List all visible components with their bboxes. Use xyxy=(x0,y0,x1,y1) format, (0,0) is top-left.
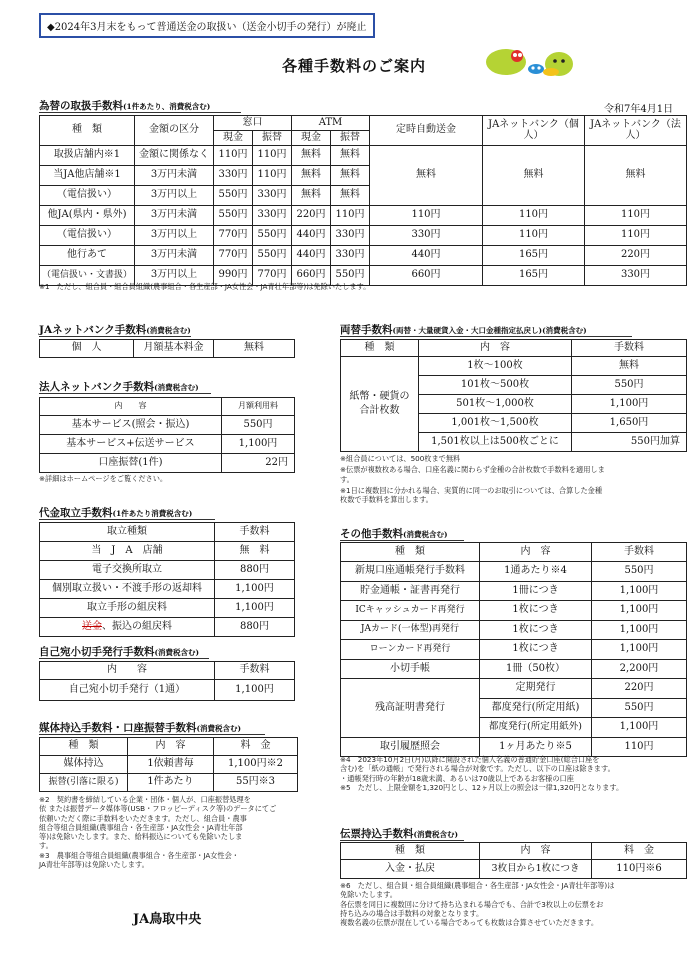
table-cell: 1,100円 xyxy=(222,435,295,454)
note-line: す。 xyxy=(39,841,53,851)
table-cell: 1枚～100枚 xyxy=(419,357,572,376)
table-cell: 550円 xyxy=(253,246,292,266)
table-cell: 110円 xyxy=(253,146,292,166)
kawase-header-atm-cash: 現金 xyxy=(292,131,331,146)
table-cell: 無料 xyxy=(572,357,687,376)
table-cell: 1枚につき xyxy=(480,620,592,640)
mascot-yellow-shape xyxy=(543,68,559,76)
note-line: 各伝票を同日に複数回に分けて持ち込まれる場合でも、合計で3枚以上の伝票をお xyxy=(340,899,604,909)
table-row xyxy=(341,640,687,660)
table-cell: 1,100円 xyxy=(592,640,687,660)
corp-header-content: 内 容 xyxy=(40,398,222,416)
table-cell: 770円 xyxy=(214,226,253,246)
mascot-logo xyxy=(484,40,580,80)
table-cell: 1,100円 xyxy=(592,620,687,640)
table-row xyxy=(341,679,687,699)
table-cell: JAカード(一体型)再発行 xyxy=(341,620,480,640)
table-cell: （電信扱い・文書扱） xyxy=(40,266,135,286)
table-cell: 550円加算 xyxy=(572,433,687,452)
table-cell: 330円 xyxy=(331,226,370,246)
table-cell: 660円 xyxy=(292,266,331,286)
note-line: 依頼いただく際に手数料をいただきます。ただし、組合員・農事 xyxy=(39,813,247,823)
kawase-free-jab-corp: 無料 xyxy=(585,146,687,206)
table-cell: 貯金通帳・証書再発行 xyxy=(341,581,480,601)
corp-header-fee: 月額利用料 xyxy=(222,398,295,416)
table-row xyxy=(40,580,295,599)
table-cell: ローンカード再発行 xyxy=(341,640,480,660)
jiko-header-fee: 手数料 xyxy=(215,662,295,680)
table-cell: 1依頼書毎 xyxy=(128,756,214,774)
note-line: ※2 契約書を締結している企業・団体・個人が、口座振替処理を xyxy=(39,795,251,804)
table-row xyxy=(341,860,687,879)
table-cell: （電信扱い） xyxy=(40,186,135,206)
table-row xyxy=(341,601,687,621)
table-cell: 無料 xyxy=(331,166,370,186)
note-line: ※6 ただし、組合員・組合員組織(農事組合・各生産部・JA女性会・JA青壮年部等)は xyxy=(340,881,615,890)
table-cell: 他行あて xyxy=(40,246,135,266)
table-cell: （電信扱い） xyxy=(40,226,135,246)
table-cell: 110円 xyxy=(592,737,687,757)
table-cell: 基本サービス(照会・振込) xyxy=(40,416,222,435)
kawase-header-jab-corp: JAネットバンク（法人） xyxy=(585,116,687,146)
table-row xyxy=(341,357,687,376)
struck-text: 送金 xyxy=(82,620,102,632)
mascot-blue-face xyxy=(528,64,544,74)
ryogae-notes xyxy=(340,454,605,504)
note-line: ・通帳発行時の年齢が18歳未満、あるいは70歳以上であるお客様の口座 xyxy=(340,773,574,783)
section-title-denpyo: 伝票持込手数料(消費税含む) xyxy=(340,828,459,840)
table-cell: 無料 xyxy=(331,146,370,166)
note-line: 複数名義の伝票が混在している場合であっても枚数は合算させていただきます。 xyxy=(340,918,599,928)
table-cell: 無料 xyxy=(214,340,295,358)
table-cell: 1,501枚以上は500枚ごとに xyxy=(419,433,572,452)
table-cell: 1,100円 xyxy=(215,599,295,618)
table-cell: 取引履歴照会 xyxy=(341,737,480,757)
table-cell: 1冊につき xyxy=(480,581,592,601)
table-row xyxy=(40,226,687,246)
notice-banner: ◆2024年3月末をもって普通送金の取扱い（送金小切手の発行）が廃止 xyxy=(39,13,375,38)
table-cell: 取扱店舗内※1 xyxy=(40,146,135,166)
table-row xyxy=(40,618,295,637)
table-cell: 3万円未満 xyxy=(135,166,214,186)
table-cell: 1,100円 xyxy=(215,580,295,599)
daikin-header-kind: 取立種類 xyxy=(40,523,215,542)
table-cell: 基本サービス+伝送サービス xyxy=(40,435,222,454)
corp-table xyxy=(39,397,295,473)
table-cell: 無料 xyxy=(292,166,331,186)
table-cell: 1,100円 xyxy=(592,601,687,621)
baitai-table xyxy=(39,737,298,792)
table-cell: 110円 xyxy=(483,206,585,226)
ryogae-header-content: 内 容 xyxy=(419,340,572,357)
table-cell: 個別取立扱い・不渡手形の返却料 xyxy=(40,580,215,599)
table-cell: 1枚につき xyxy=(480,640,592,660)
daikin-table xyxy=(39,522,295,637)
baitai-header-kind: 種 類 xyxy=(40,738,128,756)
table-cell: 自己宛小切手発行（1通） xyxy=(40,680,215,701)
table-cell: 1,100円※2 xyxy=(214,756,298,774)
table-cell: 110円 xyxy=(214,146,253,166)
table-cell: 無 料 xyxy=(215,542,295,561)
table-cell: 440円 xyxy=(370,246,483,266)
kawase-header-jab-personal: JAネットバンク（個人） xyxy=(483,116,585,146)
table-cell: 220円 xyxy=(592,679,687,699)
organization-name: JA鳥取中央 xyxy=(133,912,202,927)
ryogae-header-kind: 種 類 xyxy=(341,340,419,357)
table-cell: 110円 xyxy=(483,226,585,246)
denpyo-header-kind: 種 類 xyxy=(341,843,480,860)
table-cell: 3万円未満 xyxy=(135,246,214,266)
table-row xyxy=(40,435,295,454)
table-row xyxy=(40,542,295,561)
table-cell: 550円 xyxy=(331,266,370,286)
table-cell: 1通あたり※4 xyxy=(480,562,592,582)
table-cell: 口座振替(1件) xyxy=(40,454,222,473)
table-cell: 22円 xyxy=(222,454,295,473)
table-cell: 1ヶ月あたり※5 xyxy=(480,737,592,757)
table-row xyxy=(341,581,687,601)
table-cell: 330円 xyxy=(585,266,687,286)
denpyo-header-content: 内 容 xyxy=(480,843,592,860)
table-cell: 1,650円 xyxy=(572,414,687,433)
corp-note: ※詳細はホームページをご覧ください。 xyxy=(39,474,168,483)
table-cell: 550円 xyxy=(253,226,292,246)
table-cell: 送金、振込の組戻料 xyxy=(40,618,215,637)
ryogae-header-fee: 手数料 xyxy=(572,340,687,357)
table-cell: 110円 xyxy=(585,226,687,246)
table-cell: 880円 xyxy=(215,561,295,580)
table-cell: 振替(引落に限る) xyxy=(40,774,128,792)
kawase-header-counter-cash: 現金 xyxy=(214,131,253,146)
table-cell: 55円※3 xyxy=(214,774,298,792)
table-cell: 無料 xyxy=(292,146,331,166)
table-row xyxy=(40,246,687,266)
table-cell: 1枚につき xyxy=(480,601,592,621)
table-cell: 新規口座通帳発行手数料 xyxy=(341,562,480,582)
table-cell: 3万円以上 xyxy=(135,226,214,246)
table-cell: 都度発行(所定用紙) xyxy=(480,698,592,718)
table-cell: 3万円以上 xyxy=(135,266,214,286)
table-cell: 330円 xyxy=(253,186,292,206)
table-cell: 330円 xyxy=(370,226,483,246)
denpyo-notes xyxy=(340,881,614,927)
table-cell: 330円 xyxy=(214,166,253,186)
table-cell: 月額基本料金 xyxy=(134,340,214,358)
sonota-notes xyxy=(340,755,623,792)
baitai-header-fee: 料 金 xyxy=(214,738,298,756)
jiko-header-content: 内 容 xyxy=(40,662,215,680)
note-line: ※伝票が複数枚ある場合、口座名義に関わらず金種の合計枚数で手数料を適用しま xyxy=(340,465,605,475)
table-cell: 当 J A 店舗 xyxy=(40,542,215,561)
table-row xyxy=(40,599,295,618)
jiko-table xyxy=(39,661,295,701)
section-title-jiko: 自己宛小切手発行手数料(消費税含む) xyxy=(39,646,200,658)
section-title-corp: 法人ネットバンク手数料(消費税含む) xyxy=(39,381,199,393)
table-cell: 440円 xyxy=(292,226,331,246)
table-cell: 取立手形の組戻料 xyxy=(40,599,215,618)
table-cell: 金額に関係なく xyxy=(135,146,214,166)
section-title-sonota: その他手数料(消費税含む) xyxy=(340,528,448,540)
section-title-jabank: JAネットバンク手数料(消費税含む) xyxy=(39,324,191,336)
table-cell: 都度発行(所定用紙外) xyxy=(480,718,592,738)
ryogae-kind: 紙幣・硬貨の合計枚数 xyxy=(341,357,419,452)
table-cell: 330円 xyxy=(331,246,370,266)
table-cell: 110円※6 xyxy=(592,860,687,879)
table-row xyxy=(40,680,295,701)
table-cell: 550円 xyxy=(592,698,687,718)
table-row xyxy=(341,737,687,757)
sonota-table xyxy=(340,542,687,757)
kawase-header-range: 金額の区分 xyxy=(135,116,214,146)
baitai-header-content: 内 容 xyxy=(128,738,214,756)
table-cell: 1,100円 xyxy=(572,395,687,414)
note-line: す。 xyxy=(340,474,354,484)
note-line: 持ち込みの場合は手数料の対象となります。 xyxy=(340,908,484,918)
table-cell: 3万円未満 xyxy=(135,206,214,226)
table-row xyxy=(341,562,687,582)
table-cell: 440円 xyxy=(292,246,331,266)
table-cell: 他JA(県内・県外) xyxy=(40,206,135,226)
table-cell: 1,100円 xyxy=(592,581,687,601)
table-row xyxy=(40,561,295,580)
table-cell: 220円 xyxy=(585,246,687,266)
table-row xyxy=(341,659,687,679)
table-cell: 無料 xyxy=(331,186,370,206)
kawase-header-auto: 定時自動送金 xyxy=(370,116,483,146)
table-cell: 550円 xyxy=(214,206,253,226)
table-cell: 1,100円 xyxy=(215,680,295,701)
note-line: ※組合員については、500枚まで無料 xyxy=(340,454,461,463)
table-cell: 110円 xyxy=(331,206,370,226)
table-cell: 1,100円 xyxy=(592,718,687,738)
table-cell: 小切手帳 xyxy=(341,659,480,679)
sonota-header-fee: 手数料 xyxy=(592,543,687,562)
kawase-header-counter-transfer: 振替 xyxy=(253,131,292,146)
table-cell: 660円 xyxy=(370,266,483,286)
table-cell: 990円 xyxy=(214,266,253,286)
table-cell: 550円 xyxy=(222,416,295,435)
note-line: 免除いたします。 xyxy=(340,890,397,900)
kawase-header-atm-transfer: 振替 xyxy=(331,131,370,146)
table-row xyxy=(341,620,687,640)
denpyo-header-fee: 料 金 xyxy=(592,843,687,860)
table-cell: 550円 xyxy=(592,562,687,582)
section-title-ryogae: 両替手数料(両替・大量硬貨入金・大口金種指定払戻し)(消費税含む) xyxy=(340,324,587,336)
table-row xyxy=(40,454,295,473)
kawase-header-atm: ATM xyxy=(292,116,370,131)
section-title-kawase: 為替の取扱手数料(1件あたり、消費税含む) xyxy=(39,100,211,112)
table-cell: 220円 xyxy=(292,206,331,226)
table-cell: 1冊（50枚） xyxy=(480,659,592,679)
table-row xyxy=(40,416,295,435)
zandaka-label: 残高証明書発行 xyxy=(341,679,480,738)
section-title-baitai: 媒体持込手数料・口座振替手数料(消費税含む) xyxy=(39,722,242,734)
table-cell: 770円 xyxy=(253,266,292,286)
table-cell: 501枚～1,000枚 xyxy=(419,395,572,414)
note-line: 組合等組合員組織(農事組合・各生産部・JA女性会・JA青壮年部 xyxy=(39,822,243,832)
table-cell: 個 人 xyxy=(40,340,134,358)
table-row xyxy=(40,146,687,166)
denpyo-table xyxy=(340,842,687,879)
table-cell: 2,200円 xyxy=(592,659,687,679)
table-row xyxy=(40,774,298,792)
section-title-daikin: 代金取立手数料(1件あたり消費税含む) xyxy=(39,507,193,519)
kawase-header-counter: 窓口 xyxy=(214,116,292,131)
table-cell: 880円 xyxy=(215,618,295,637)
effective-date: 令和7年4月1日 xyxy=(604,104,674,115)
note-line: JA青壮年部等)は免除いたします。 xyxy=(39,860,149,870)
table-row xyxy=(40,756,298,774)
kawase-header-kind: 種 類 xyxy=(40,116,135,146)
sonota-header-content: 内 容 xyxy=(480,543,592,562)
ryogae-table xyxy=(340,339,687,452)
note-line: ※5 ただし、上限金額を1,320円とし、12ヶ月以上の照会は一律1,320円となります。 xyxy=(340,782,624,792)
note-line: 依 または振替データ媒体等(USB・フロッピーディスク等)のデータにてご xyxy=(39,804,277,814)
table-cell: 定期発行 xyxy=(480,679,592,699)
table-cell: 550円 xyxy=(214,186,253,206)
table-cell: 165円 xyxy=(483,266,585,286)
jabank-table xyxy=(39,339,295,358)
table-cell: 電子交換所取立 xyxy=(40,561,215,580)
table-cell: 165円 xyxy=(483,246,585,266)
table-cell: 媒体持込 xyxy=(40,756,128,774)
table-cell: 入金・払戻 xyxy=(341,860,480,879)
table-cell: 1件あたり xyxy=(128,774,214,792)
note-line: ※3 農事組合等組合員組織(農事組合・各生産部・JA女性会・ xyxy=(39,850,239,860)
kawase-free-auto: 無料 xyxy=(370,146,483,206)
table-cell: 550円 xyxy=(572,376,687,395)
kawase-table xyxy=(39,115,687,286)
table-cell: 1,001枚～1,500枚 xyxy=(419,414,572,433)
table-row xyxy=(40,340,295,358)
table-cell: 当JA他店舗※1 xyxy=(40,166,135,186)
table-cell: ICキャッシュカード再発行 xyxy=(341,601,480,621)
table-cell: 3枚目から1枚につき xyxy=(480,860,592,879)
page-title: 各種手数料のご案内 xyxy=(282,57,427,75)
table-cell: 110円 xyxy=(253,166,292,186)
table-cell: 101枚～500枚 xyxy=(419,376,572,395)
table-cell: 770円 xyxy=(214,246,253,266)
note-line: ※1日に複数回に分かれる場合、実質的に同一のお取引については、合算した金種 xyxy=(340,485,603,495)
baitai-notes xyxy=(39,795,276,869)
table-cell: 110円 xyxy=(370,206,483,226)
table-cell: 330円 xyxy=(253,206,292,226)
note-line: 枚数で手数料を算出します。 xyxy=(340,495,433,505)
kawase-note: ※1 ただし、組合員・組合員組織(農事組合・各生産部・JA女性会・JA青壮年部等)は免除いたします。 xyxy=(39,282,371,291)
note-line: ※4 2023年10月2日(月)以降に開設された個人名義の普通貯金口座(総合口座を xyxy=(340,755,600,764)
table-cell: 無料 xyxy=(292,186,331,206)
kawase-free-jab-personal: 無料 xyxy=(483,146,585,206)
table-row xyxy=(40,206,687,226)
table-cell: 110円 xyxy=(585,206,687,226)
daikin-header-fee: 手数料 xyxy=(215,523,295,542)
note-line: 含む)を「紙の通帳」で発行される場合が対象です。ただし、以下の口座は除きます。 xyxy=(340,764,615,774)
note-line: 等)は免除いたします。また、給料振込についても免除いたしま xyxy=(39,832,243,842)
sonota-header-kind: 種 類 xyxy=(341,543,480,562)
table-cell: 3万円以上 xyxy=(135,186,214,206)
